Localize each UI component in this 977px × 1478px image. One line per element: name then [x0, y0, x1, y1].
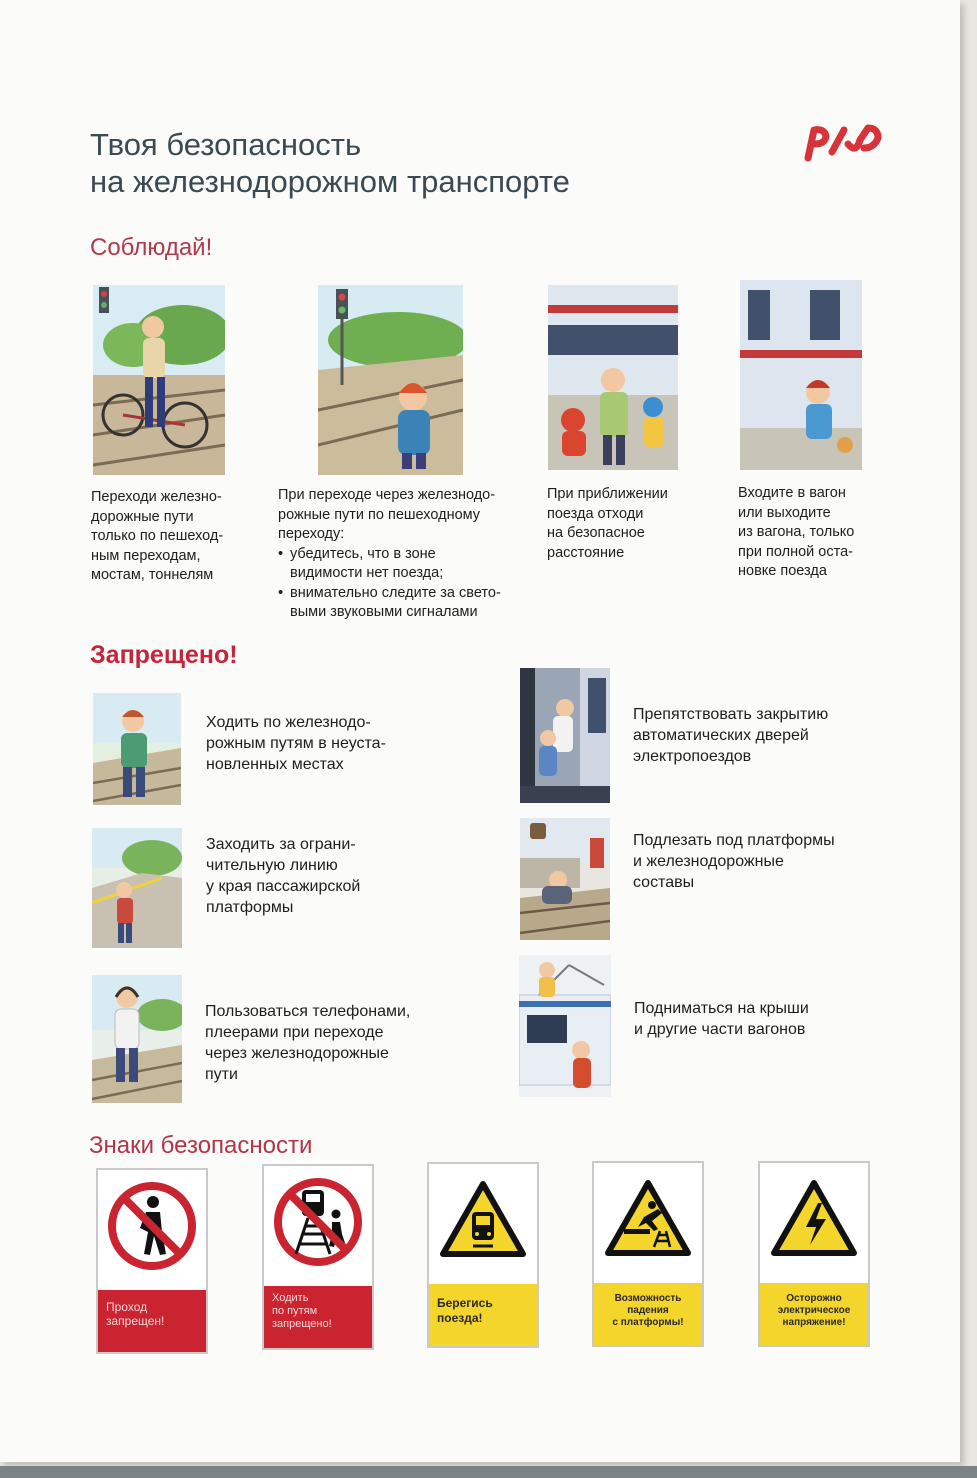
forbidden-item-1-text: Ходить по железнодо- рожным путям в неуста- новленных местах	[206, 714, 386, 773]
walking-on-tracks-illustration	[93, 693, 181, 805]
sign-2-label: Ходить по путям запрещено!	[264, 1286, 372, 1348]
observe-heading: Соблюдай!	[90, 234, 213, 261]
sign-high-voltage-warning	[758, 1161, 870, 1347]
sign-3-label: Берегись поезда!	[429, 1284, 537, 1346]
on-train-roof-illustration	[519, 955, 611, 1097]
child-at-crossing-illustration	[318, 285, 463, 475]
platform-edge-illustration	[92, 828, 182, 948]
observe-caption-2-text: При переходе через железнодо- рожные пути по пешеходному переходу:	[278, 487, 496, 542]
phone-on-tracks-illustration	[92, 975, 182, 1103]
forbidden-item-5-text: Подлезать под платформы и железнодорожные составы	[633, 832, 835, 891]
forbidden-item-3-text: Пользоваться телефонами, плеерами при переходе через железнодорожные пути	[205, 1003, 411, 1083]
poster-title	[90, 126, 570, 200]
child-at-train-door-illustration	[740, 280, 862, 470]
observe-caption-1	[91, 488, 261, 586]
sign-platform-fall-warning	[592, 1161, 704, 1347]
cyclist-crossing-illustration	[93, 285, 225, 475]
train-warning-icon	[437, 1174, 529, 1266]
under-platform-illustration	[520, 818, 610, 940]
observe-caption-4	[738, 484, 908, 582]
sign-1-label: Проход запрещен!	[98, 1290, 206, 1352]
forbidden-heading: Запрещено!	[90, 641, 238, 669]
family-near-train-illustration	[548, 285, 678, 470]
platform-fall-warning-icon	[602, 1173, 694, 1265]
safety-signs-heading: Знаки безопасности	[89, 1132, 313, 1159]
observe-caption-2	[278, 486, 538, 623]
observe-caption-3	[547, 485, 717, 563]
poster-title-line-2: на железнодорожном транспорте	[90, 164, 570, 199]
sign-walking-on-tracks-prohibited	[262, 1164, 374, 1350]
observe-caption-4-text: Входите в вагон или выходите из вагона, только при полной оста- новке поезда	[738, 485, 855, 579]
pedestrian-prohibited-icon	[106, 1180, 198, 1272]
high-voltage-warning-icon	[768, 1173, 860, 1265]
forbidden-item-4-text: Препятствовать закрытию автоматических дверей электропоездов	[633, 706, 829, 765]
poster-title-line-1: Твоя безопасность	[90, 127, 362, 162]
observe-caption-2-bullet-2: • внимательно следите за свето- выми звуковыми сигналами	[288, 584, 538, 623]
observe-caption-1-text: Переходи железно- дорожные пути только по пешеход- ным переходам, мостам, тоннелям	[91, 489, 224, 583]
frame-bottom-edge	[0, 1466, 977, 1478]
rzd-logo-icon	[800, 118, 886, 162]
forbidden-item-2-text: Заходить за ограни- чительную линию у края пассажирской платформы	[206, 836, 361, 916]
blocking-doors-illustration	[520, 668, 610, 803]
forbidden-item-6-text: Подниматься на крыши и другие части вагонов	[634, 1000, 809, 1038]
walking-on-tracks-prohibited-icon	[272, 1176, 364, 1268]
sign-pedestrian-prohibited	[96, 1168, 208, 1354]
sign-5-label: Осторожно электрическое напряжение!	[760, 1283, 868, 1345]
observe-caption-2-bullets	[278, 545, 538, 623]
observe-caption-3-text: При приближении поезда отходи на безопасное расстояние	[547, 486, 668, 561]
sign-4-label: Возможность падения с платформы!	[594, 1283, 702, 1345]
sign-train-warning	[427, 1162, 539, 1348]
observe-caption-2-bullet-1: • убедитесь, что в зоне видимости нет поезда;	[288, 545, 538, 584]
